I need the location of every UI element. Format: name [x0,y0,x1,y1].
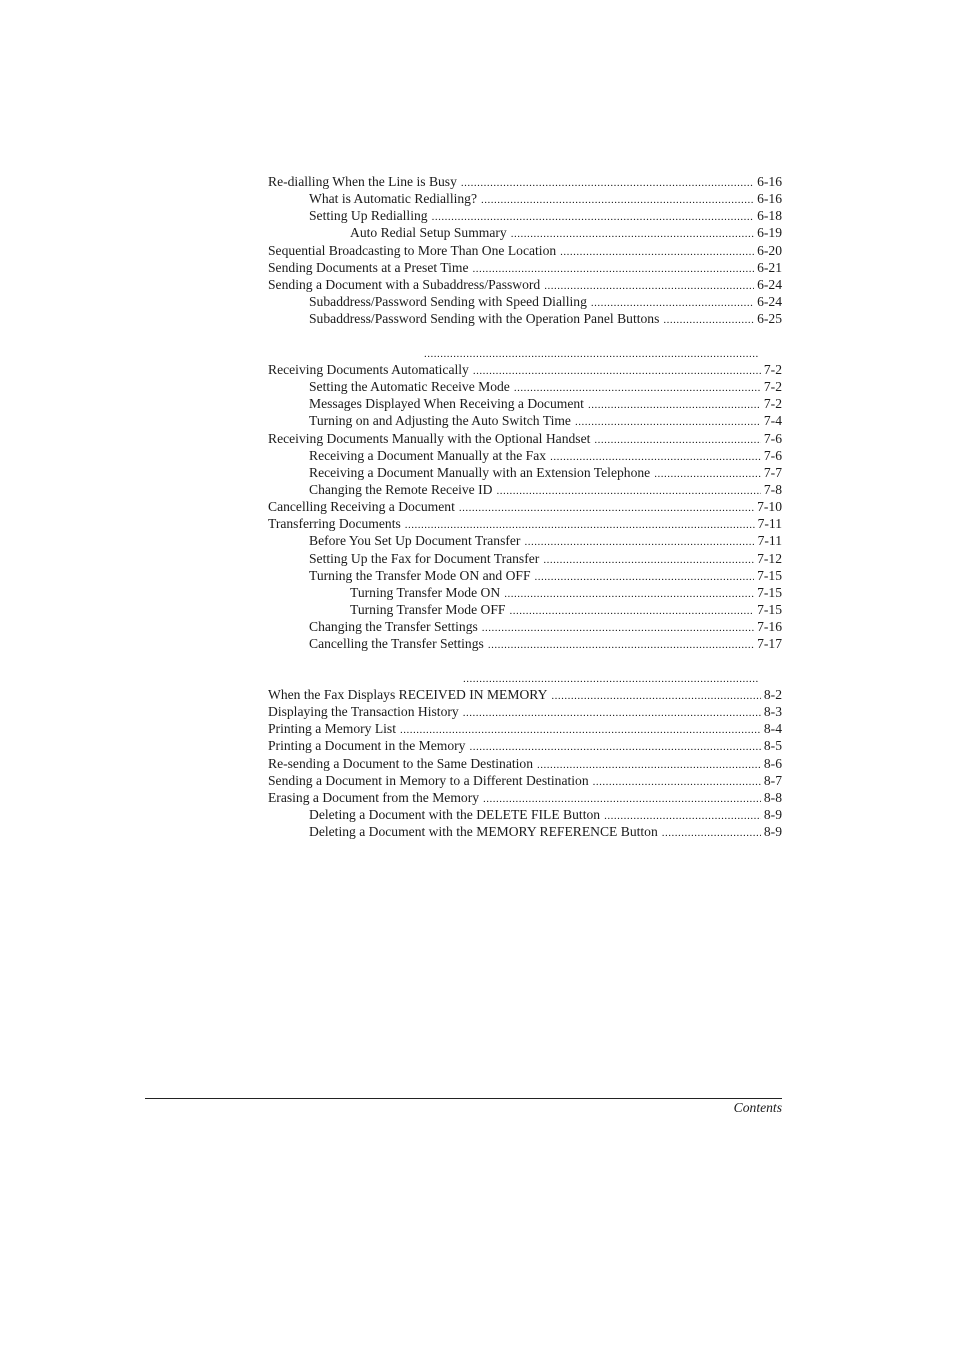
toc-entry-title: Sending a Document with a Subaddress/Password [268,276,541,292]
toc-entry[interactable] [268,464,782,481]
toc-entry[interactable] [268,635,782,652]
toc-dot-leader [593,774,761,789]
toc-entry-title: Turning Transfer Mode ON [350,584,501,600]
toc-entry-page: 7-15 [757,567,782,583]
toc-entry-title: Sending a Document in Memory to a Different Destination [268,772,589,788]
toc-entry[interactable] [268,242,782,259]
toc-entry[interactable] [268,259,782,276]
toc-entry[interactable] [268,618,782,635]
toc-dot-leader [473,363,761,378]
toc-dot-leader [488,637,754,652]
toc-entry-page: 7-16 [757,619,782,635]
toc-dot-leader [594,432,760,447]
toc-entry-page: 7-2 [763,379,782,395]
toc-entry-title: Cancelling Receiving a Document [268,499,455,515]
toc-entry[interactable] [268,515,782,532]
toc-dot-leader [654,466,761,481]
toc-dot-leader [537,757,761,772]
toc-entry[interactable] [268,532,782,549]
toc-entry-page: 8-7 [763,772,782,788]
toc-dot-leader [483,791,761,806]
toc-entry[interactable] [268,173,782,190]
toc-entry[interactable] [268,686,782,703]
toc-entry[interactable] [268,481,782,498]
toc-dot-leader [481,192,754,207]
toc-entry[interactable] [268,361,782,378]
toc-dot-leader [463,705,761,720]
toc-entry-title: Messages Displayed When Receiving a Document [309,396,584,412]
toc-entry-title: Re-dialling When the Line is Busy [268,174,457,189]
toc-entry-page: 6-20 [757,242,782,258]
toc-entry-title: Changing the Transfer Settings [309,619,478,635]
toc-entry-page: 7-12 [757,550,782,566]
toc-entry-title: Erasing a Document from the Memory [268,789,480,805]
toc-dot-leader [461,175,754,190]
toc-entry-page: 7-2 [763,396,782,412]
toc-entry[interactable] [268,378,782,395]
toc-entry[interactable] [268,823,782,840]
toc-entry-page: 6-19 [757,225,782,241]
toc-entry[interactable] [268,276,782,293]
toc-entry[interactable] [268,601,782,618]
toc-entry-title: Re-sending a Document to the Same Destination [268,755,534,771]
toc-dot-leader [509,603,754,618]
toc-entry-page: 7-15 [757,601,782,617]
toc-entry-title: Deleting a Document with the DELETE FILE Button [309,806,601,822]
toc-entry-title: Receiving Documents Automatically [268,362,469,377]
toc-section-8 [268,686,782,840]
toc-entry[interactable] [268,567,782,584]
toc-entry[interactable] [268,772,782,789]
toc-dot-leader [604,808,761,823]
toc-entry-page: 6-16 [757,174,782,189]
toc-dot-leader [432,209,755,224]
toc-entry-page: 7-6 [763,447,782,463]
toc-entry[interactable] [268,430,782,447]
toc-entry-page: 6-25 [757,311,782,327]
toc-entry-title: Changing the Remote Receive ID [309,481,493,497]
toc-entry-page: 8-6 [763,755,782,771]
toc-dot-leader [591,295,754,310]
toc-entry-page: 8-3 [763,704,782,720]
toc-entry[interactable] [268,737,782,754]
toc-entry-page: 7-7 [763,464,782,480]
toc-dot-leader [514,380,761,395]
toc-entry-title: Receiving a Document Manually with an Extension Telephone [309,464,651,480]
toc-entry[interactable] [268,789,782,806]
toc-entry-title: Sequential Broadcasting to More Than One Location [268,242,557,258]
toc-entry-title: Displaying the Transaction History [268,704,459,720]
toc-entry[interactable] [268,703,782,720]
toc-entry-page: 6-21 [757,259,782,275]
toc-entry-title: Turning the Transfer Mode ON and OFF [309,567,531,583]
toc-entry-title: Subaddress/Password Sending with Speed Dialling [309,293,587,309]
toc-entry-title: What is Automatic Redialling? [309,191,477,207]
toc-entry[interactable] [268,412,782,429]
toc-entry-title: Sending Documents at a Preset Time [268,259,469,275]
toc-entry-page: 8-5 [763,738,782,754]
toc-entry-title: Printing a Document in the Memory [268,738,466,754]
toc-entry-page: 7-15 [757,584,782,600]
toc-entry-title: Receiving Documents Manually with the Optional Handset [268,430,591,446]
toc-entry-title: Auto Redial Setup Summary [350,225,507,241]
toc-entry-page: 8-8 [763,789,782,805]
toc-dot-leader [662,825,761,840]
toc-entry[interactable] [268,806,782,823]
toc-dot-leader [663,312,754,327]
toc-dot-leader [504,586,754,601]
toc-entry-page: 7-11 [757,516,782,532]
toc-dot-leader [588,397,761,412]
toc-dot-leader [544,278,754,293]
toc-entry-title: Setting Up Redialling [309,208,428,224]
toc-entry-title: Receiving a Document Manually at the Fax [309,447,547,463]
toc-entry-page: 8-9 [763,824,782,840]
toc-entry[interactable] [268,310,782,327]
toc-dot-leader [575,414,761,429]
toc-entry-title: When the Fax Displays RECEIVED IN MEMORY [268,687,548,702]
toc-entry-title: Cancelling the Transfer Settings [309,636,484,652]
toc-entry-page: 7-17 [757,636,782,652]
toc-entry-page: 8-2 [763,687,782,702]
toc-entry[interactable] [268,498,782,515]
toc-entry-title: Deleting a Document with the MEMORY REFERENCE Button [309,824,658,840]
toc-entry-page: 7-10 [757,499,782,515]
toc-dot-leader [524,534,754,549]
toc-entry-title: Setting the Automatic Receive Mode [309,379,510,395]
toc-entry[interactable] [268,395,782,412]
toc-dot-leader [535,569,755,584]
toc-dot-leader [550,449,761,464]
toc-entry-title: Printing a Memory List [268,721,396,737]
toc-entry[interactable] [268,190,782,207]
toc-entry-title: Setting Up the Fax for Document Transfer [309,550,540,566]
toc-entry-title: Subaddress/Password Sending with the Operation Panel Buttons [309,311,660,327]
footer-rule [145,1098,782,1099]
toc-dot-leader [543,552,754,567]
toc-dot-leader [405,517,755,532]
toc-entry-title: Transferring Documents [268,516,401,532]
toc-entry-page: 7-2 [763,362,782,377]
toc-entry[interactable] [268,584,782,601]
toc-entry-page: 6-18 [757,208,782,224]
toc-entry[interactable] [268,550,782,567]
toc-entry-page: 6-24 [757,293,782,309]
toc-entry-title: Turning on and Adjusting the Auto Switch Time [309,413,571,429]
toc-entry-page: 8-4 [763,721,782,737]
toc-entry[interactable] [268,207,782,224]
toc-dot-leader [473,261,755,276]
toc-entry-page: 6-16 [757,191,782,207]
toc-entry-page: 6-24 [757,276,782,292]
toc-entry-title: Turning Transfer Mode OFF [350,601,506,617]
toc-entry-page: 7-4 [763,413,782,429]
toc-section-7 [268,361,782,652]
toc-entry[interactable] [268,224,782,241]
toc-entry-page: 7-11 [757,533,782,549]
toc-dot-leader [459,500,754,515]
toc-entry-page: 7-8 [763,481,782,497]
toc-entry-title: Before You Set Up Document Transfer [309,533,521,549]
toc-entry[interactable] [268,755,782,772]
toc-entry[interactable] [268,720,782,737]
toc-section-6 [268,173,782,327]
toc-entry-page: 7-6 [763,430,782,446]
toc-dot-leader [400,722,761,737]
toc-entry[interactable] [268,293,782,310]
toc-entry[interactable] [268,447,782,464]
toc-entry-page: 8-9 [763,806,782,822]
toc-dot-leader [469,739,760,754]
footer-label: Contents [733,1100,782,1115]
toc-dot-leader [496,483,760,498]
toc-dot-leader [560,244,754,259]
toc-dot-leader [511,226,754,241]
toc-dot-leader [551,688,760,703]
toc-dot-leader [482,620,754,635]
